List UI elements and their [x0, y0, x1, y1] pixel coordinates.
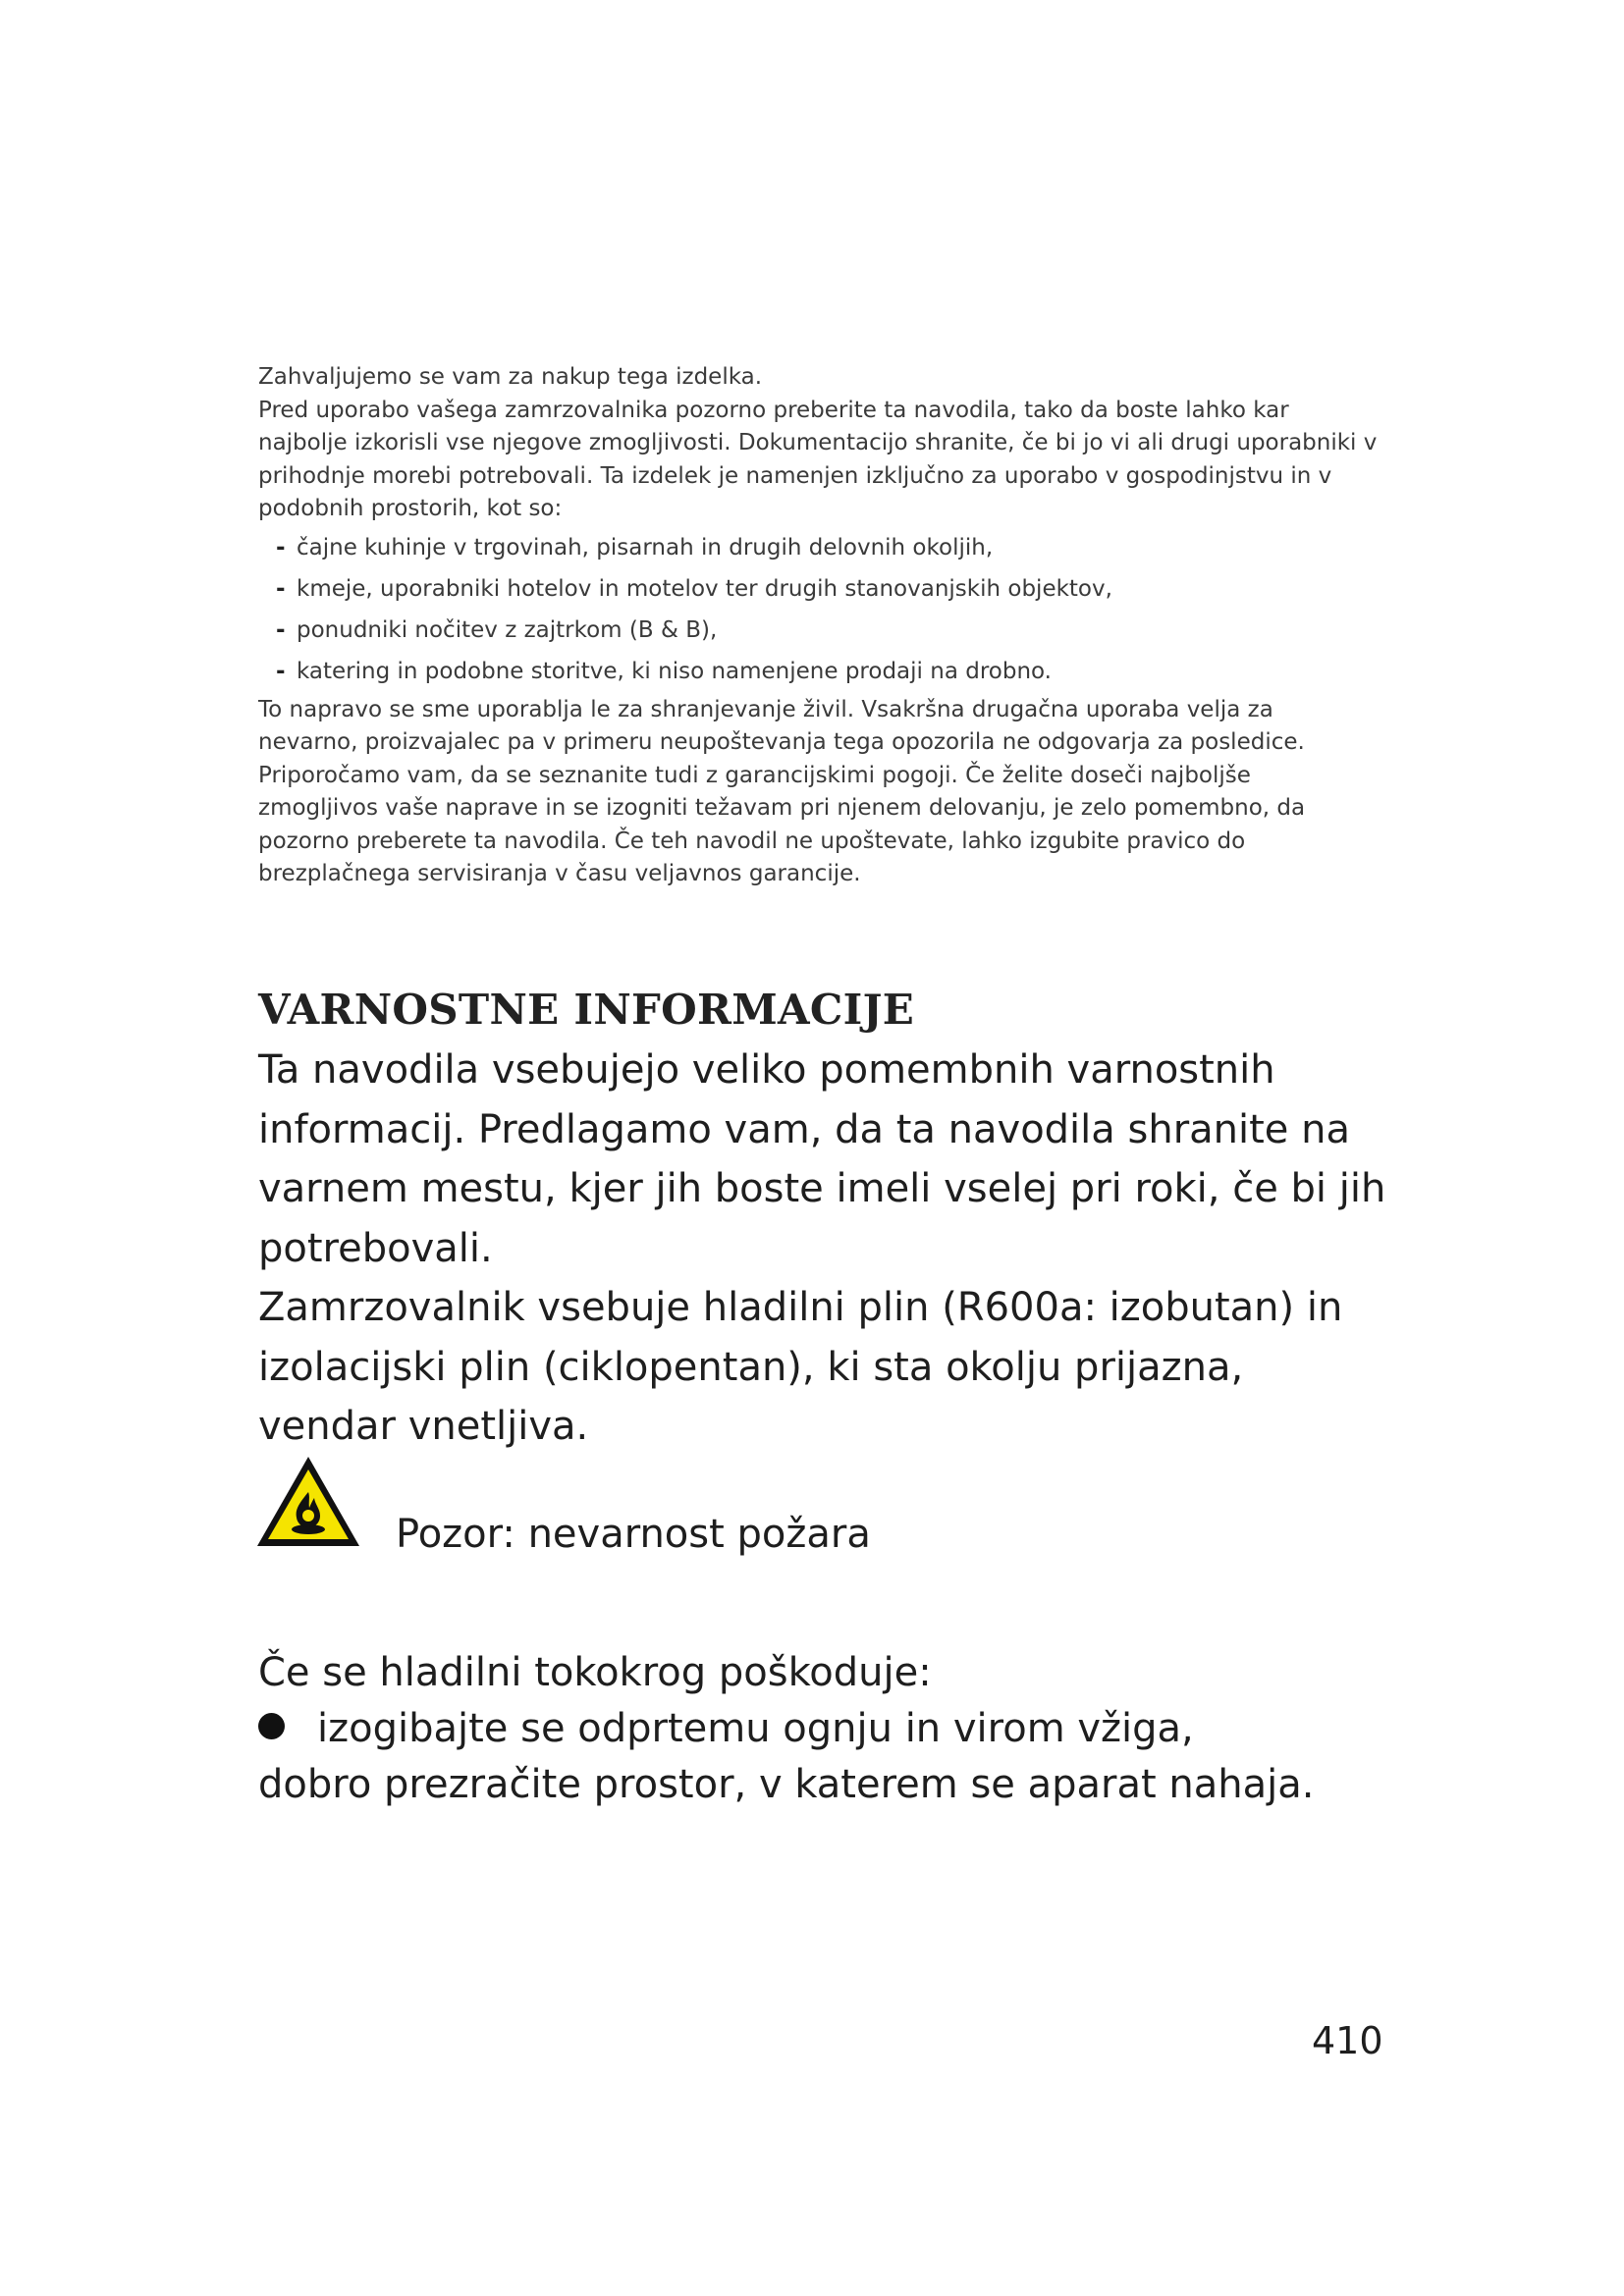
list-item	[276, 527, 1378, 568]
list-item	[276, 568, 1378, 610]
circuit-bullet	[258, 1701, 1387, 1757]
circuit-section	[258, 1645, 1387, 1813]
safety-heading: VARNOSTNE INFORMACIJE	[258, 986, 915, 1034]
list-dash: -	[276, 616, 286, 643]
circuit-title: Če se hladilni tokokrog poškoduje:	[258, 1650, 932, 1695]
intro-thanks: Zahvaljujemo se vam za nakup tega izdelka.	[258, 364, 763, 390]
intro-section	[258, 361, 1378, 891]
warning-text: Pozor: nevarnost požara	[396, 1512, 871, 1557]
circuit-bullet-text: izogibajte se odprtemu ognju in virom vžiga,	[317, 1706, 1194, 1751]
circuit-followup: dobro prezračite prostor, v katerem se aparat nahaja.	[258, 1762, 1315, 1807]
list-item	[276, 610, 1378, 651]
list-item	[276, 651, 1378, 692]
safety-paragraph-1: Ta navodila vsebujejo veliko pomembnih varnostnih informacij. Predlagamo vam, da ta navodila shranite na varnem mestu, kjer jih boste imeli vselej pri roki, če bi jih potrebovali.	[258, 1047, 1386, 1271]
page-number: 410	[1312, 2019, 1383, 2062]
flammable-warning-triangle-icon	[253, 1453, 363, 1551]
flame-core	[302, 1510, 314, 1522]
list-dash: -	[276, 575, 286, 602]
list-item-text: katering in podobne storitve, ki niso namenjene prodaji na drobno.	[297, 658, 1052, 684]
list-item-text: kmeje, uporabniki hotelov in motelov ter drugih stanovanjskih objektov,	[297, 575, 1112, 602]
intro-paragraph-2: To napravo se sme uporablja le za shranjevanje živil. Vsakršna drugačna uporaba velja za nevarno, proizvajalec pa v primeru neupoštevanja tega opozorila ne odgovarja za posledice. Priporočamo vam, da se seznanite tudi z garancijskimi pogoji. Če želite doseči najboljše zmogljivos vaše naprave in se izogniti težavam pri njenem delovanju, je zelo pomembno, da pozorno preberete ta navodila. Če teh navodil ne upoštevate, lahko izgubite pravico do brezplačnega servisiranja v času veljavnos garancije.	[258, 696, 1306, 886]
list-item-text: ponudniki nočitev z zajtrkom (B & B),	[297, 616, 718, 643]
list-dash: -	[276, 534, 286, 561]
bullet-icon	[258, 1713, 285, 1739]
usage-list	[276, 527, 1378, 692]
list-dash: -	[276, 658, 286, 684]
intro-paragraph-1: Pred uporabo vašega zamrzovalnika pozorno preberite ta navodila, tako da boste lahko kar najbolje izkorisli vse njegove zmogljivosti. Dokumentacijo shranite, če bi jo vi ali drugi uporabniki v prihodnje morebi potrebovali. Ta izdelek je namenjen izključno za uporabo v gospodinjstvu in v podobnih prostorih, kot so:	[258, 397, 1378, 521]
list-item-text: čajne kuhinje v trgovinah, pisarnah in drugih delovnih okoljih,	[297, 534, 994, 561]
safety-section	[258, 1041, 1387, 1457]
safety-paragraph-2: Zamrzovalnik vsebuje hladilni plin (R600a: izobutan) in izolacijski plin (ciklopentan), ki sta okolju prijazna, vendar vnetljiva.	[258, 1285, 1343, 1449]
fire-warning	[253, 1453, 1235, 1561]
